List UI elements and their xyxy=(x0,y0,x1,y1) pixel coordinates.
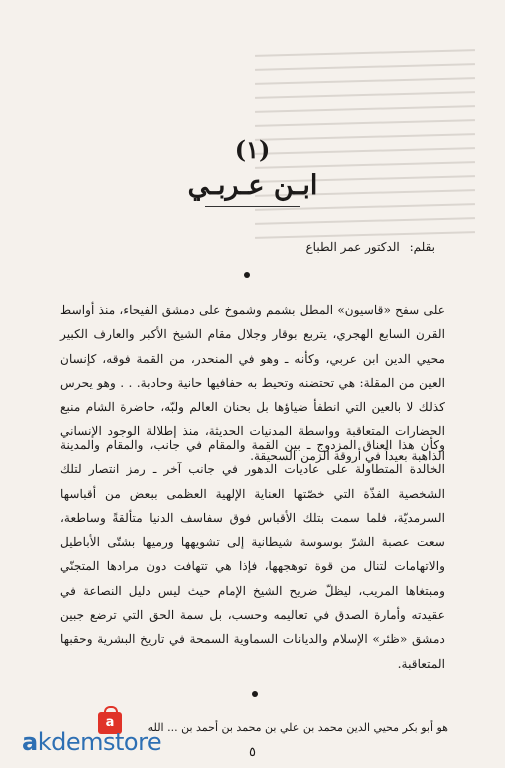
byline-label: بقلم: xyxy=(409,240,435,254)
separator-dot xyxy=(252,691,258,697)
logo-letter-a: a xyxy=(22,728,38,756)
byline-author: الدكتور عمر الطباع xyxy=(305,240,400,254)
akdemstore-watermark-logo xyxy=(20,712,190,762)
chapter-title: ابـن عـربـي xyxy=(187,170,318,201)
page-number: ٥ xyxy=(249,745,256,760)
paragraph-1: على سفح «قاسيون» المطل بشمم وشموخ على دمشق الفيحاء، منذ أواسط القرن السابع الهجري، يتربع بوقار وجلال مقام الشيخ الأكبر والعارف الكبير محيي الدين ابن عربي، وكأنه ـ وهو في المنحدر، من القمة فوقه، كإنسان العين من المقلة: هي تحتضنه وتحيط به حفافيها حانية وحادبة. . . وهو يحرس كذلك لا بالعين التي انطفأ ضياؤها بل بحنان العالم ولبّه، حاضرة الشام منبع الحضارات المتعاقبة وواسطة المدنيات الحديثة، منذ إطلالة الوجود الإنساني الذاهبة بعيداً في أروقة الزمن السحيقة. xyxy=(60,303,445,463)
chapter-number: (١) xyxy=(234,135,271,164)
title-underline xyxy=(205,206,300,207)
separator-dot xyxy=(244,272,250,278)
paragraph-2: وكأن هذا العناق المزدوج ـ بين القمة والمقام في جانب، والمقام والمدينة الخالدة المتطاولة على عاديات الدهور في جانب آخر ـ رمز انتصار لتلك الشخصية الفذّة التي خصّتها العناية الإلهية العظمى ببعض من أقباسها السرمديّة، فلما سمت بتلك الأقباس فوق سفاسف الدنيا متألقةً وساطعة، سعت عصبة الشرّ بوسوسة شيطانية إلى تشويهها ورميها بشتّى الأباطيل والاتهامات لتنال من قوة توهجهها، فإذا هي تتهافت دون مرادها المتجنّي ومبتغاها المريب، ليظلّ ضريح الشيخ الإمام حيث ليس دليل النصاعة في عقيدته وأمارة الصدق في تعاليمه وحسب، بل سمة الحق التي ترضع جبين دمشق «ظئر» الإسلام والديانات السماوية السمحة في تاريخ البشرية وحقبها المتعاقبة. xyxy=(60,438,445,671)
bag-letter: a xyxy=(105,715,115,730)
logo-text-rest: kdemstore xyxy=(37,728,162,756)
footnote: هو أبو بكر محيي الدين محمد بن علي بن محمد بن أحمد بن ... الله xyxy=(147,721,448,734)
byline xyxy=(306,240,436,254)
logo-wordmark xyxy=(22,728,161,756)
